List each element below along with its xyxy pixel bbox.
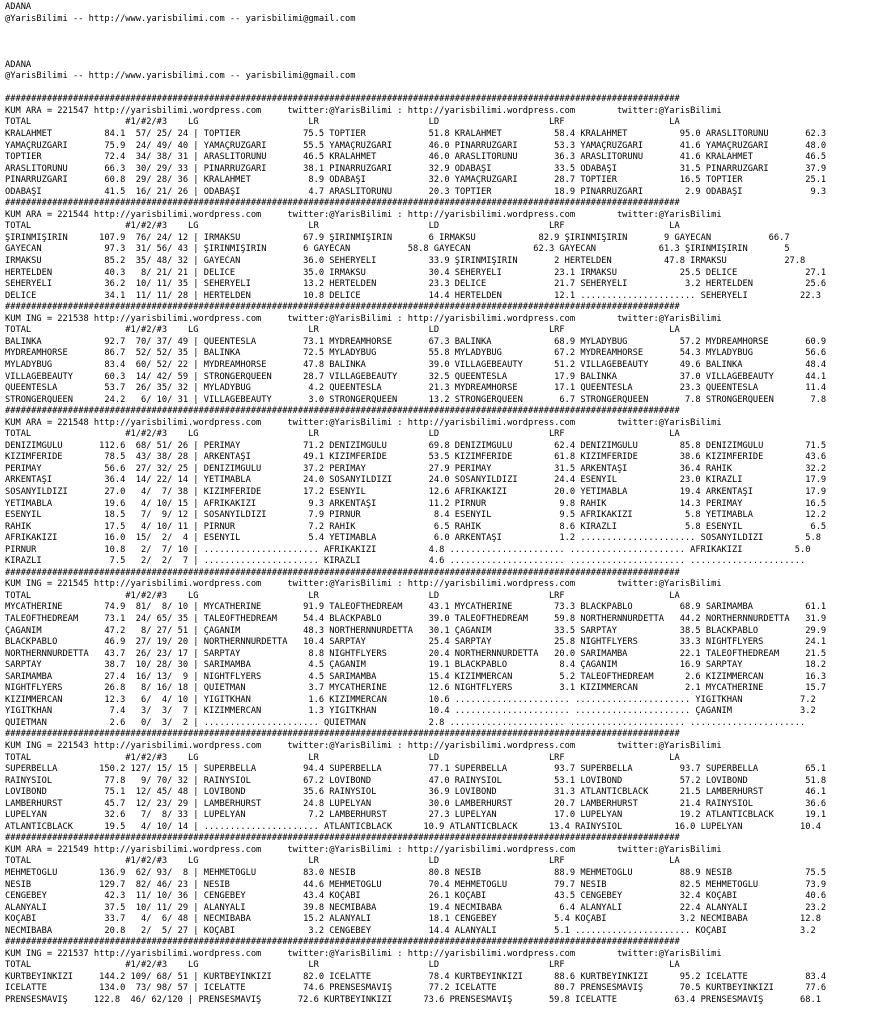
text-line: AFRİKAKIZI 16.0 15/ 2/ 4 | ESENYIL 5.4 YETİMABLA 6.0 ARKENTAŞI 1.2 ...................... SOSANYILDIZI 5.8 [5,533,821,544]
text-line: ################################################################################################################################# [5,567,680,578]
text-line [5,25,894,37]
text-line: ARKENTAŞI 36.4 14/ 22/ 14 | YETİMABLA 24.0 SOSANYILDIZI 24.0 SOSANYILDIZI 24.4 ESENYIL 23.0 KIRAZLI 17.9 [5,475,827,486]
text-line: ICELATTE 134.0 73/ 98/ 57 | ICELATTE 74.6 PRENSESMAVİŞ 77.2 ICELATTE 80.7 PRENSESMAVİŞ 70.5 KURTBEYİNKIZI 77.6 [5,983,827,994]
text-line: KUM ING = 221537 http://yarisbilimi.wordpress.com twitter:@YarisBilimi : http://yarisbilimi.wordpress.com twitter:@YarisBilimi [5,948,722,959]
text-line: MYLADYBUG 83.4 60/ 52/ 22 | MYDREAMHORSE 47.8 BALİNKA 39.0 VILLAGEBEAUTY 51.2 VILLAGEBEAUTY 49.6 BALİNKA 48.4 [5,359,827,370]
text-line: LOVİBOND 75.1 12/ 45/ 48 | LOVİBOND 35.6 RAİNYSİOL 36.9 LOVİBOND 31.3 ATLANTICBLACK 21.5 LAMBERHURST 46.1 [5,787,827,798]
text-line: KUM ARA = 221547 http://yarisbilimi.wordpress.com twitter:@YarisBilimi : http://yarisbilimi.wordpress.com twitter:@YarisBilimi [5,105,722,116]
text-line: KIRAZLI 7.5 2/ 2/ 7 | ...................... KIRAZLI 4.6 ...................... ...................... ...................... [5,556,806,567]
text-line: ÇAĞANIM 47.2 8/ 27/ 51 | ÇAĞANIM 48.3 NORTHERNNURDETTA 30.1 ÇAĞANIM 33.5 SARPTAY 38.5 BLACKPABLO 29.9 [5,625,827,636]
text-line: @YarisBilimi -- http://www.yarisbilimi.com -- yarisbilimi@gmail.com [5,13,356,24]
text-line: BLACKPABLO 46.9 27/ 19/ 20 | NORTHERNNURDETTA 10.4 SARPTAY 25.4 SARPTAY 25.8 NIGHTFLYERS 33.3 NIGHTFLYERS 24.1 [5,637,827,648]
text-line: LAMBERHURST 45.7 12/ 23/ 29 | LAMBERHURST 24.8 LUPELYAN 30.0 LAMBERHURST 20.7 LAMBERHURST 21.4 RAİNYSİOL 36.6 [5,798,827,809]
text-line: TOPTIER 72.4 34/ 38/ 31 | ARASLITORUNU 46.5 KRALAHMET 46.0 ARASLITORUNU 36.3 ARASLITORUNU 41.6 KRALAHMET 46.5 [5,152,827,163]
text-line: PINARRÜZGARI 60.8 29/ 28/ 36 | KRALAHMET 8.9 ODABAŞI 32.0 YAMAÇRÜZGARI 28.7 TOPTIER 16.5 TOPTIER 25.1 [5,175,827,186]
text-line: NECMİBABA 20.8 2/ 5/ 27 | KOÇABİ 3.2 CENGEBEY 14.4 ALANYALI 5.1 ...................... KOÇABİ 3.2 [5,925,816,936]
text-line: KRALAHMET 84.1 57/ 25/ 24 | TOPTIER 75.5 TOPTIER 51.8 KRALAHMET 58.4 KRALAHMET 95.0 ARASLITORUNU 62.3 [5,129,827,140]
text-line: BALİNKA 92.7 70/ 37/ 49 | QUEENTESLA 73.1 MYDREAMHORSE 67.3 BALİNKA 68.9 MYLADYBUG 57.2 MYDREAMHORSE 60.9 [5,336,827,347]
text-line: KIZIMFERİDE 78.5 43/ 38/ 28 | ARKENTAŞI 49.1 KIZIMFERİDE 53.5 KIZIMFERİDE 61.8 KIZIMFERİDE 38.6 KIZIMFERİDE 43.6 [5,452,827,463]
text-line: ################################################################################################################################# [5,94,680,105]
text-line: ALANYALI 37.5 10/ 11/ 29 | ALANYALI 39.8 NECMİBABA 19.4 NECMİBABA 6.4 ALANYALI 22.4 ALANYALI 23.2 [5,902,827,913]
text-line: DELİCE 34.1 11/ 11/ 28 | HERTELDEN 10.8 DELİCE 14.4 HERTELDEN 12.1 ...................... SEHERYELİ 22.3 [5,290,821,301]
text-line: GAYECAN 97.3 31/ 56/ 43 | ŞİRİNMİŞİRİN 6 GAYECAN 58.8 GAYECAN 62.3 GAYECAN 61.3 ŞİRİNMİŞİRİN 5 [5,244,790,255]
text-line: MYCATHERINE 74.9 81/ 8/ 10 | MYCATHERINE 91.9 TALEOFTHEDREAM 43.1 MYCATHERINE 73.3 BLACKPABLO 68.9 SARIMAMBA 61.1 [5,602,827,613]
text-line: KUM ARA = 221548 http://yarisbilimi.wordpress.com twitter:@YarisBilimi : http://yarisbilimi.wordpress.com twitter:@YarisBilimi [5,417,722,428]
text-line: ŞİRİNMİŞİRİN 107.9 76/ 24/ 12 | IRMAKSU 67.9 ŞİRİNMİŞİRİN 6 IRMAKSU 82.9 ŞİRİNMİŞİRİN 9 GAYECAN 66.7 [5,232,790,243]
text-line: ARASLITORUNU 66.3 30/ 29/ 33 | PINARRÜZGARI 38.1 PINARRÜZGARI 32.9 ODABAŞI 33.5 ODABAŞI 31.5 PINARRÜZGARI 37.9 [5,163,827,174]
text-line: ################################################################################################################################# [5,406,680,417]
text-line: KIZIMMERCAN 12.3 6/ 4/ 10 | YİĞİTKHAN 1.6 KIZIMMERCAN 10.6 ...................... ...................... YİĞİTKHAN 7.2 [5,694,816,705]
text-line: YETİMABLA 19.6 4/ 10/ 15 | AFRİKAKIZI 9.3 ARKENTAŞI 11.2 PİRNUR 9.8 RAHİK 14.3 PERİMAY 16.5 [5,498,827,509]
text-line: YİĞİTKHAN 7.4 3/ 3/ 7 | KIZIMMERCAN 1.3 YİĞİTKHAN 10.4 ...................... ...................... ÇAĞANIM 3.2 [5,706,816,717]
text-line: ADANA [5,2,32,12]
text-line: TOTAL #1/#2/#3 LG LR LD LRF LA [5,856,680,867]
text-line: SEHERYELİ 36.2 10/ 11/ 35 | SEHERYELİ 13.2 HERTELDEN 23.3 DELİCE 21.7 SEHERYELİ 3.2 HERTELDEN 25.6 [5,279,827,290]
text-line: ################################################################################################################################# [5,937,680,948]
text-line: TOTAL #1/#2/#3 LG LR LD LRF LA [5,117,680,128]
text-line: KUM ARA = 221544 http://yarisbilimi.wordpress.com twitter:@YarisBilimi : http://yarisbilimi.wordpress.com twitter:@YarisBilimi [5,209,722,220]
text-line: YAMAÇRÜZGARI 75.9 24/ 49/ 40 | YAMAÇRÜZGARI 55.5 YAMAÇRÜZGARI 46.0 PINARRÜZGARI 53.3 YAMAÇRÜZGARI 41.6 YAMAÇRÜZGARI 48.0 [5,140,827,151]
text-line: KUM ARA = 221549 http://yarisbilimi.wordpress.com twitter:@YarisBilimi : http://yarisbilimi.wordpress.com twitter:@YarisBilimi [5,844,722,855]
text-line: PERİMAY 56.6 27/ 32/ 25 | DENİZİMGÜLÜ 37.2 PERİMAY 27.9 PERİMAY 31.5 ARKENTAŞI 36.4 RAHİK 32.2 [5,463,827,474]
text-line: KUM ING = 221543 http://yarisbilimi.wordpress.com twitter:@YarisBilimi : http://yarisbilimi.wordpress.com twitter:@YarisBilimi [5,741,722,751]
text-line: ################################################################################################################################# [5,729,680,740]
text-line: ESENYIL 18.5 7/ 9/ 12 | SOSANYILDIZI 7.9 PİRNUR 8.4 ESENYIL 9.5 AFRİKAKIZI 5.8 YETİMABLA 12.2 [5,510,827,521]
text-line: VILLAGEBEAUTY 60.3 14/ 42/ 59 | STRONGERQUEEN 28.7 VILLAGEBEAUTY 32.5 QUEENTESLA 17.9 BALİNKA 37.0 VILLAGEBEAUTY 44.1 [5,371,827,382]
text-line: @YarisBilimi -- http://www.yarisbilimi.com -- yarisbilimi@gmail.com [5,71,356,82]
text-line: TOTAL #1/#2/#3 LG LR LD LRF LA [5,960,680,971]
text-line: NORTHERNNURDETTA 43.7 26/ 23/ 17 | SARPTAY 8.8 NIGHTFLYERS 20.4 NORTHERNNURDETTA 20.0 SARIMAMBA 22.1 TALEOFTHEDREAM 21.5 [5,648,827,659]
text-line: KUM ING = 221538 http://yarisbilimi.wordpress.com twitter:@YarisBilimi : http://yarisbilimi.wordpress.com twitter:@YarisBilimi [5,313,722,324]
text-line: QUEENTESLA 53.7 26/ 35/ 32 | MYLADYBUG 4.2 QUEENTESLA 21.3 MYDREAMHORSE 17.1 QUEENTESLA 23.3 QUEENTESLA 11.4 [5,383,827,394]
text-line: MYDREAMHORSE 86.7 52/ 52/ 35 | BALİNKA 72.5 MYLADYBUG 55.8 MYLADYBUG 67.2 MYDREAMHORSE 54.3 MYLADYBUG 56.6 [5,348,827,359]
text-line: ADANA [5,59,32,70]
text-line: ATLANTICBLACK 19.5 4/ 10/ 14 | ...................... ATLANTICBLACK 10.9 ATLANTICBLACK 13.4 RAİNYSİOL 16.0 LUPELYAN 10.4 [5,821,821,832]
text-line: NESİB 129.7 82/ 46/ 23 | NESİB 44.6 MEHMETOĞLU 70.4 MEHMETOĞLU 79.7 NESİB 82.5 MEHMETOĞLU 73.9 [5,879,827,890]
text-line: IRMAKSU 85.2 35/ 48/ 32 | GAYECAN 36.0 SEHERYELİ 33.9 ŞİRİNMİŞİRİN 2 HERTELDEN 47.8 IRMAKSU 27.8 [5,256,806,267]
text-line [5,83,894,95]
text-line: STRONGERQUEEN 24.2 6/ 10/ 31 | VILLAGEBEAUTY 3.0 STRONGERQUEEN 13.2 STRONGERQUEEN 6.7 STRONGERQUEEN 7.8 STRONGERQUEEN 7.8 [5,394,827,405]
text-line: TOTAL #1/#2/#3 LG LR LD LRF LA [5,429,680,440]
text-line: SUPERBELLA 150.2 127/ 15/ 15 | SUPERBELLA 94.4 SUPERBELLA 77.1 SUPERBELLA 93.7 SUPERBELLA 93.7 SUPERBELLA 65.1 [5,764,827,775]
text-line: PİRNUR 10.8 2/ 7/ 10 | ...................... AFRİKAKIZI 4.8 ...................... ...................... AFRİKAKIZI 5.0 [5,544,811,555]
text-line [5,48,894,60]
text-line: TOTAL #1/#2/#3 LG LR LD LRF LA [5,325,680,336]
text-line: TALEOFTHEDREAM 73.1 24/ 65/ 35 | TALEOFTHEDREAM 54.4 BLACKPABLO 39.0 TALEOFTHEDREAM 59.8 NORTHERNNURDETTA 44.2 NORTHERNNURDETTA 31.9 [5,613,827,624]
text-line: SARPTAY 38.7 10/ 28/ 30 | SARIMAMBA 4.5 ÇAĞANIM 19.1 BLACKPABLO 8.4 ÇAĞANIM 16.9 SARPTAY 18.2 [5,660,827,671]
text-line: ################################################################################################################################# [5,833,680,844]
text-line: CENGEBEY 42.3 11/ 10/ 36 | CENGEBEY 43.4 KOÇABİ 26.1 KOÇABİ 43.5 CENGEBEY 32.4 KOÇABİ 40.6 [5,891,827,902]
text-line: NIGHTFLYERS 26.8 8/ 16/ 18 | QUIETMAN 3.7 MYCATHERINE 12.6 NIGHTFLYERS 3.1 KIZIMMERCAN 2.1 MYCATHERINE 15.7 [5,683,827,694]
text-line: PRENSESMAVİŞ 122.8 46/ 62/120 | PRENSESMAVİŞ 72.6 KURTBEYİNKIZI 73.6 PRENSESMAVİŞ 59.8 ICELATTE 63.4 PRENSESMAVİŞ 68.1 [5,995,821,1006]
text-line: KURTBEYİNKIZI 144.2 109/ 68/ 51 | KURTBEYİNKIZI 82.0 ICELATTE 78.4 KURTBEYİNKIZI 88.6 KURTBEYİNKIZI 95.2 ICELATTE 83.4 [5,971,827,982]
text-line: LUPELYAN 32.6 7/ 8/ 33 | LUPELYAN 7.2 LAMBERHURST 27.3 LUPELYAN 17.0 LUPELYAN 19.2 ATLANTICBLACK 19.1 [5,810,827,821]
text-line: TOTAL #1/#2/#3 LG LR LD LRF LA [5,221,680,232]
text-line: MEHMETOĞLU 136.9 62/ 93/ 8 | MEHMETOĞLU 83.0 NESİB 80.8 NESİB 88.9 MEHMETOĞLU 88.9 NESİB 75.5 [5,868,827,879]
text-line: RAİNYSİOL 77.8 9/ 70/ 32 | RAİNYSİOL 67.2 LOVİBOND 47.0 RAİNYSİOL 53.1 LOVİBOND 57.2 LOVİBOND 51.8 [5,775,827,786]
text-line: ################################################################################################################################# [5,198,680,209]
text-line: TOTAL #1/#2/#3 LG LR LD LRF LA [5,590,680,601]
text-line: DENİZİMGÜLÜ 112.6 68/ 51/ 26 | PERİMAY 71.2 DENİZİMGÜLÜ 69.8 DENİZİMGÜLÜ 62.4 DENİZİMGÜLÜ 85.8 DENİZİMGÜLÜ 71.5 [5,440,827,451]
text-line: SARIMAMBA 27.4 16/ 13/ 9 | NIGHTFLYERS 4.5 SARIMAMBA 15.4 KIZIMMERCAN 5.2 TALEOFTHEDREAM 2.6 KIZIMMERCAN 16.3 [5,671,827,682]
text-line: KUM ING = 221545 http://yarisbilimi.wordpress.com twitter:@YarisBilimi : http://yarisbilimi.wordpress.com twitter:@YarisBilimi [5,579,722,590]
text-line: SOSANYILDIZI 27.0 4/ 7/ 38 | KIZIMFERİDE 17.2 ESENYIL 12.6 AFRİKAKIZI 20.0 YETİMABLA 19.4 ARKENTAŞI 17.9 [5,486,827,497]
text-line [5,37,894,49]
text-line: TOTAL #1/#2/#3 LG LR LD LRF LA [5,752,680,763]
text-line: HERTELDEN 40.3 8/ 21/ 21 | DELİCE 35.0 IRMAKSU 30.4 SEHERYELİ 23.1 IRMAKSU 25.5 DELİCE 27.1 [5,267,827,278]
text-line: RAHİK 17.5 4/ 10/ 11 | PİRNUR 7.2 RAHİK 6.5 RAHİK 8.6 KIRAZLI 5.8 ESENYIL 6.5 [5,521,827,532]
text-line: ODABAŞI 41.5 16/ 21/ 26 | ODABAŞI 4.7 ARASLITORUNU 20.3 TOPTIER 18.9 PINARRÜZGARI 2.9 ODABAŞI 9.3 [5,186,827,197]
text-line: QUIETMAN 2.6 0/ 3/ 2 | ...................... QUIETMAN 2.8 ...................... ...................... ...................... [5,717,806,728]
text-line: ################################################################################################################################# [5,302,680,313]
text-line: KOÇABİ 33.7 4/ 6/ 48 | NECMİBABA 15.2 ALANYALI 18.1 CENGEBEY 5.4 KOÇABİ 3.2 NECMİBABA 12.8 [5,914,821,925]
